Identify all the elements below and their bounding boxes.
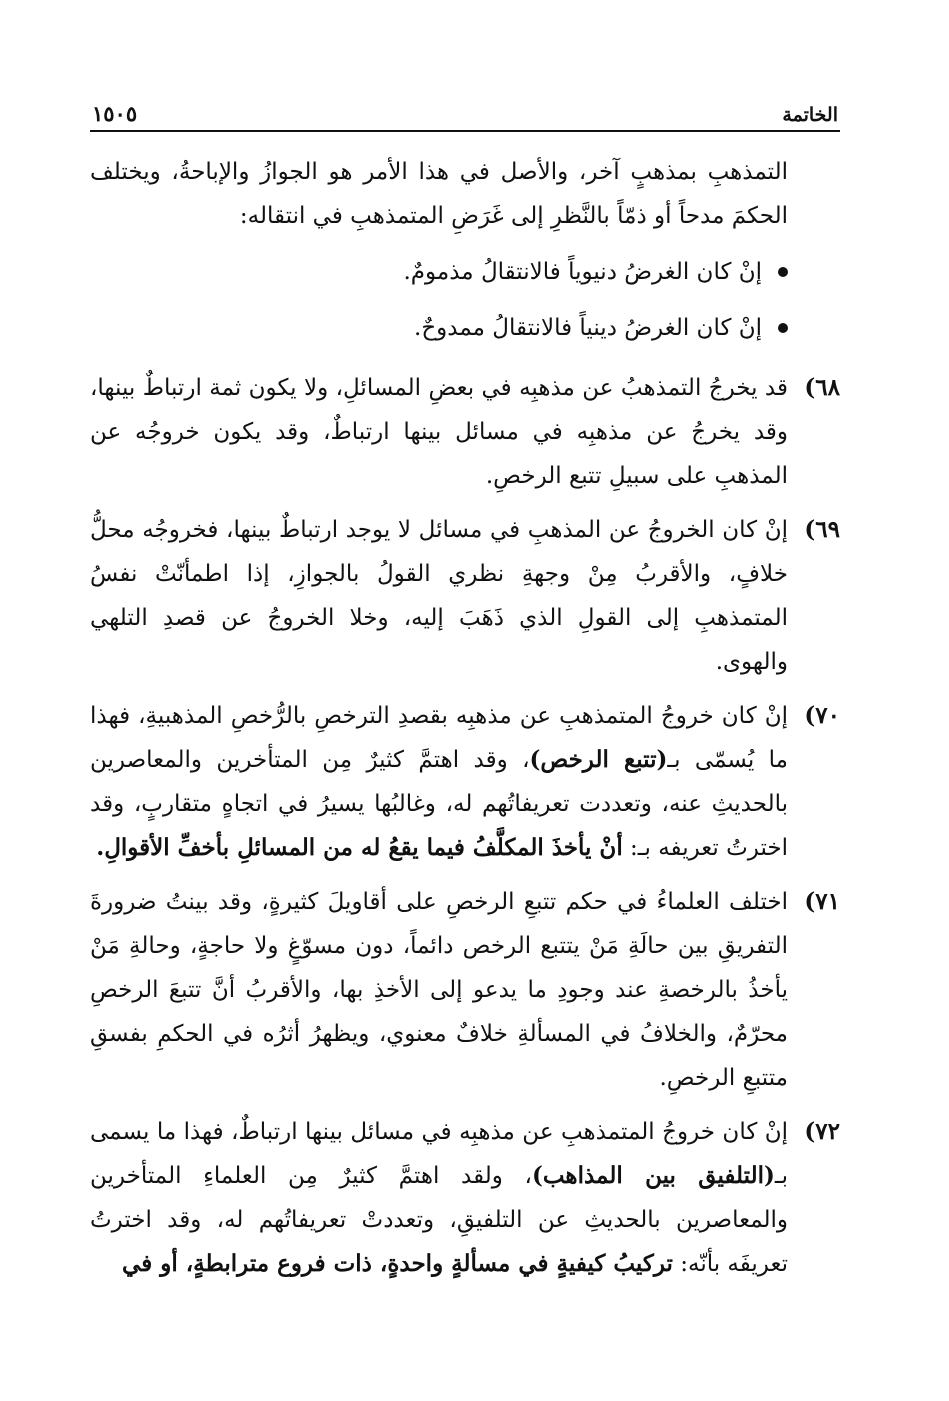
paragraph-number: ٦٩) [804,516,840,543]
bold-definition: تركيبُ كيفيةٍ في مسألةٍ واحدةٍ، ذات فروع مترابطةٍ، أو في [122,1250,673,1277]
body-text [90,150,840,1286]
text-segment: ، وقد اهتمَّ كثيرٌ مِن المتأخرين والمعاصرين بالحديثِ عنه، وتعددت تعريفاتُهم له، وغالبُها يسيرُ في اتجاهٍ متقاربٍ، وقد اخترتُ تعريفه بـ: [90,747,788,861]
bullet-item [90,300,788,356]
paragraph-68 [90,366,840,498]
paragraph-number: ٧٢) [804,1118,840,1145]
paragraph-72 [90,1110,840,1286]
text-segment: إنْ كان خروجُ المتمذهبِ عن مذهبِه بقصدِ الترخصِ بالرُّخصِ المذهبيةِ، فهذا ما يُسمّى بـ [90,703,788,773]
bold-term: (التلفيق بين المذاهب) [531,1162,775,1189]
paragraph-text [90,694,788,870]
paragraph-text: إنْ كان الخروجُ عن المذهبِ في مسائل لا يوجد ارتباطٌ بينها، فخروجُه محلُّ خلافٍ، والأقربُ مِنْ وجهةِ نظري القولُ بالجوازِ، إذا اطمأنّتْ نفسُ المتمذهبِ إلى القولِ الذي ذَهَبَ إليه، وخلا الخروجُ عن قصدِ التلهي والهوى. [90,517,788,675]
bold-definition: أنْ يأخذَ المكلَّفُ فيما يقعُ له من المسائلِ بأخفِّ الأقوالِ. [96,834,623,861]
bullet-text: إنْ كان الغرضُ دنيوياً فالانتقالُ مذمومٌ. [403,259,762,285]
intro-paragraph: التمذهبِ بمذهبٍ آخر، والأصل في هذا الأمر هو الجوازُ والإباحةُ، ويختلف الحكمَ مدحاً أو ذمّاً بالنَّظرِ إلى غَرَضِ المتمذهبِ في انتقاله: [90,159,788,229]
bold-term: (تتبع الرخص) [529,746,668,773]
bullet-item [90,244,788,300]
paragraph-text: قد يخرجُ التمذهبُ عن مذهبِه في بعضِ المسائلِ، ولا يكون ثمة ارتباطٌ بينها، وقد يخرجُ عن مذهبِه في مسائل بينها ارتباطٌ، وقد يكون خروجُه عن المذهبِ على سبيلِ تتبع الرخصِ. [90,375,788,489]
page-number: ١٥٠٥ [92,101,138,126]
bullet-list [90,244,840,356]
text-segment: إنْ كان خروجُ المتمذهبِ عن مذهبِه في مسائل بينها ارتباطٌ، فهذا ما يسمى بـ [90,1119,788,1189]
paragraph-number: ٧٠) [804,702,840,729]
paragraph-69 [90,508,840,684]
running-header [90,92,840,132]
paragraph-70 [90,694,840,870]
bullet-dot-icon [778,323,788,333]
document-page [90,92,840,1296]
text-segment: ، ولقد اهتمَّ كثيرٌ مِن العلماءِ المتأخرين والمعاصرين بالحديثِ عن التلفيقِ، وتعددتْ تعريفاتُهم له، وقد اخترتُ تعريفَه بأنّه: [90,1163,788,1277]
paragraph-number: ٦٨) [804,374,840,401]
bullet-dot-icon [778,267,788,277]
paragraph-text: اختلف العلماءُ في حكم تتبعِ الرخصِ على أقاويلَ كثيرةٍ، وقد بينتُ ضرورةَ التفريقِ بين حالَةِ مَنْ يتتبع الرخص دائماً، دون مسوّغٍ ولا حاجةٍ، وحالةِ مَنْ يأخذُ بالرخصةِ عند وجودِ ما يدعو إلى الأخذِ بها، والأقربُ أنَّ تتبعَ الرخصِ محرّمٌ، والخلافُ في المسألةِ خلافٌ معنوي، ويظهرُ أثرُه في الحكمِ بفسقِ متتبعِ الرخصِ. [90,889,788,1091]
paragraph-71 [90,880,840,1100]
paragraph-text [90,1110,788,1286]
chapter-title: الخاتمة [782,104,838,126]
paragraph-number: ٧١) [804,888,840,915]
bullet-text: إنْ كان الغرضُ دينياً فالانتقالُ ممدوحٌ. [414,315,762,341]
